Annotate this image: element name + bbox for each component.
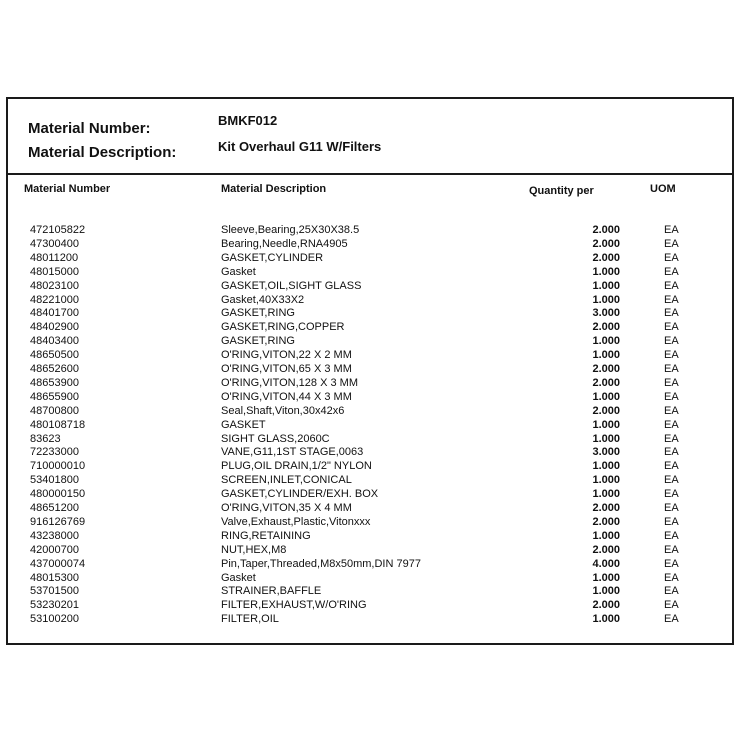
material-number-cell: 47300400 [30,237,79,250]
table-row [8,279,732,293]
material-description-cell: Gasket [221,571,256,584]
material-description-cell: Pin,Taper,Threaded,M8x50mm,DIN 7977 [221,557,421,570]
col-head-quantity: Quantity per [529,185,594,197]
table-row [8,557,732,571]
material-number-cell: 48700800 [30,404,79,417]
col-head-material-number: Material Number [24,183,111,195]
material-number-cell: 43238000 [30,529,79,542]
table-row [8,223,732,237]
material-description-cell: Valve,Exhaust,Plastic,Vitonxxx [221,515,371,528]
material-description-cell: STRAINER,BAFFLE [221,585,322,598]
col-head-material-description: Material Description [221,183,327,195]
uom-cell: EA [664,251,679,264]
material-description-cell: GASKET,RING [221,307,295,320]
uom-cell: EA [664,376,679,389]
quantity-cell: 1.000 [592,293,620,306]
table-row [8,584,732,598]
material-description-label: Material Description: [28,144,177,161]
uom-cell: EA [664,529,679,542]
quantity-cell: 2.000 [592,321,620,334]
quantity-cell: 1.000 [592,418,620,431]
table-row [8,306,732,320]
table-row [8,515,732,529]
uom-cell: EA [664,557,679,570]
table-row [8,529,732,543]
quantity-cell: 1.000 [592,349,620,362]
quantity-cell: 2.000 [592,376,620,389]
uom-cell: EA [664,432,679,445]
material-description-cell: VANE,G11,1ST STAGE,0063 [221,446,364,459]
table-row [8,459,732,473]
table-row [8,445,732,459]
col-head-uom: UOM [650,183,676,195]
material-description-cell: O'RING,VITON,65 X 3 MM [221,363,352,375]
material-number-cell: 48655900 [30,390,79,403]
material-number-cell: 53701500 [30,585,79,598]
table-row [8,487,732,501]
material-description-cell: NUT,HEX,M8 [221,543,287,556]
table-row [8,376,732,390]
uom-cell: EA [664,460,679,473]
uom-cell: EA [664,599,679,612]
quantity-cell: 1.000 [592,529,620,542]
uom-cell: EA [664,418,679,431]
uom-cell: EA [664,224,679,236]
material-description-cell: GASKET,CYLINDER/EXH. BOX [221,488,379,501]
quantity-cell: 1.000 [592,390,620,403]
material-description-cell: O'RING,VITON,22 X 2 MM [221,349,352,362]
quantity-cell: 1.000 [592,279,620,292]
material-number-cell: 48650500 [30,349,79,362]
material-number-cell: 48652600 [30,363,79,375]
material-number-cell: 48401700 [30,307,79,320]
material-number-cell: 48221000 [30,293,79,306]
uom-cell: EA [664,515,679,528]
table-row [8,362,732,376]
uom-cell: EA [664,349,679,362]
quantity-cell: 2.000 [592,363,620,375]
table-row [8,293,732,307]
material-number-cell: 48402900 [30,321,79,334]
uom-cell: EA [664,474,679,487]
table-row [8,418,732,432]
quantity-cell: 1.000 [592,474,620,487]
uom-cell: EA [664,363,679,375]
quantity-cell: 2.000 [592,251,620,264]
material-number-cell: 480108718 [30,418,86,431]
table-row [8,251,732,265]
material-description-cell: GASKET [221,418,266,431]
material-number-cell: 48011200 [30,251,79,264]
material-number-cell: 48403400 [30,335,79,348]
material-number-cell: 480000150 [30,488,86,501]
table-row [8,571,732,585]
quantity-cell: 1.000 [592,488,620,501]
quantity-cell: 1.000 [592,585,620,598]
material-number-cell: 53230201 [30,599,79,612]
material-number-cell: 48653900 [30,376,79,389]
uom-cell: EA [664,237,679,250]
table-row [8,612,732,626]
material-number-cell: 48023100 [30,279,79,292]
uom-cell: EA [664,321,679,334]
material-description-cell: Gasket [221,265,256,278]
uom-cell: EA [664,488,679,501]
material-description-value: Kit Overhaul G11 W/Filters [218,139,382,154]
material-description-cell: SIGHT GLASS,2060C [221,432,330,445]
uom-cell: EA [664,585,679,598]
table-row [8,320,732,334]
uom-cell: EA [664,571,679,584]
table-row [8,237,732,251]
material-description-cell: Gasket,40X33X2 [221,293,305,306]
table-row [8,473,732,487]
quantity-cell: 3.000 [592,307,620,320]
material-description-cell: PLUG,OIL DRAIN,1/2" NYLON [221,460,372,473]
quantity-cell: 3.000 [592,446,620,459]
quantity-cell: 2.000 [592,543,620,556]
uom-cell: EA [664,335,679,348]
quantity-cell: 2.000 [592,515,620,528]
material-number-cell: 48651200 [30,502,79,514]
table-row [8,543,732,557]
table-row [8,390,732,404]
material-description-cell: Sleeve,Bearing,25X30X38.5 [221,224,360,236]
material-description-cell: Seal,Shaft,Viton,30x42x6 [221,404,345,417]
quantity-cell: 1.000 [592,613,620,626]
material-number-cell: 916126769 [30,515,86,528]
quantity-cell: 4.000 [592,557,620,570]
material-description-cell: FILTER,EXHAUST,W/O'RING [221,599,367,612]
uom-cell: EA [664,279,679,292]
material-description-cell: GASKET,OIL,SIGHT GLASS [221,279,362,292]
quantity-cell: 2.000 [592,224,620,236]
material-description-cell: GASKET,RING [221,335,295,348]
material-number-cell: 710000010 [30,460,86,473]
uom-cell: EA [664,502,679,514]
quantity-cell: 1.000 [592,432,620,445]
uom-cell: EA [664,404,679,417]
table-row [8,501,732,515]
material-number-cell: 53401800 [30,474,79,487]
uom-cell: EA [664,613,679,626]
quantity-cell: 2.000 [592,237,620,250]
material-number-cell: 83623 [30,432,61,445]
material-number-cell: 42000700 [30,543,79,556]
uom-cell: EA [664,446,679,459]
quantity-cell: 1.000 [592,460,620,473]
quantity-cell: 1.000 [592,265,620,278]
material-description-cell: GASKET,RING,COPPER [221,321,345,334]
table-row [8,265,732,279]
material-description-cell: O'RING,VITON,128 X 3 MM [221,376,358,389]
uom-cell: EA [664,543,679,556]
material-description-cell: SCREEN,INLET,CONICAL [221,474,352,487]
material-number-cell: 53100200 [30,613,79,626]
material-number-cell: 48015000 [30,265,79,278]
material-description-cell: FILTER,OIL [221,613,279,626]
material-description-cell: RING,RETAINING [221,529,311,542]
uom-cell: EA [664,293,679,306]
quantity-cell: 2.000 [592,502,620,514]
material-number-value: BMKF012 [218,113,278,128]
material-number-cell: 472105822 [30,224,86,236]
header-divider [8,173,732,175]
table-row [8,348,732,362]
uom-cell: EA [664,390,679,403]
table-row [8,432,732,446]
material-number-cell: 437000074 [30,557,86,570]
material-description-cell: O'RING,VITON,35 X 4 MM [221,502,352,514]
material-description-cell: Bearing,Needle,RNA4905 [221,237,348,250]
material-number-label: Material Number: [28,120,151,137]
table-row [8,598,732,612]
material-description-cell: GASKET,CYLINDER [221,251,324,264]
table-row [8,404,732,418]
uom-cell: EA [664,307,679,320]
quantity-cell: 2.000 [592,404,620,417]
table-row [8,334,732,348]
uom-cell: EA [664,265,679,278]
material-number-cell: 48015300 [30,571,79,584]
material-description-cell: O'RING,VITON,44 X 3 MM [221,390,352,403]
quantity-cell: 1.000 [592,571,620,584]
material-number-cell: 72233000 [30,446,79,459]
quantity-cell: 2.000 [592,599,620,612]
material-sheet [6,97,734,645]
quantity-cell: 1.000 [592,335,620,348]
